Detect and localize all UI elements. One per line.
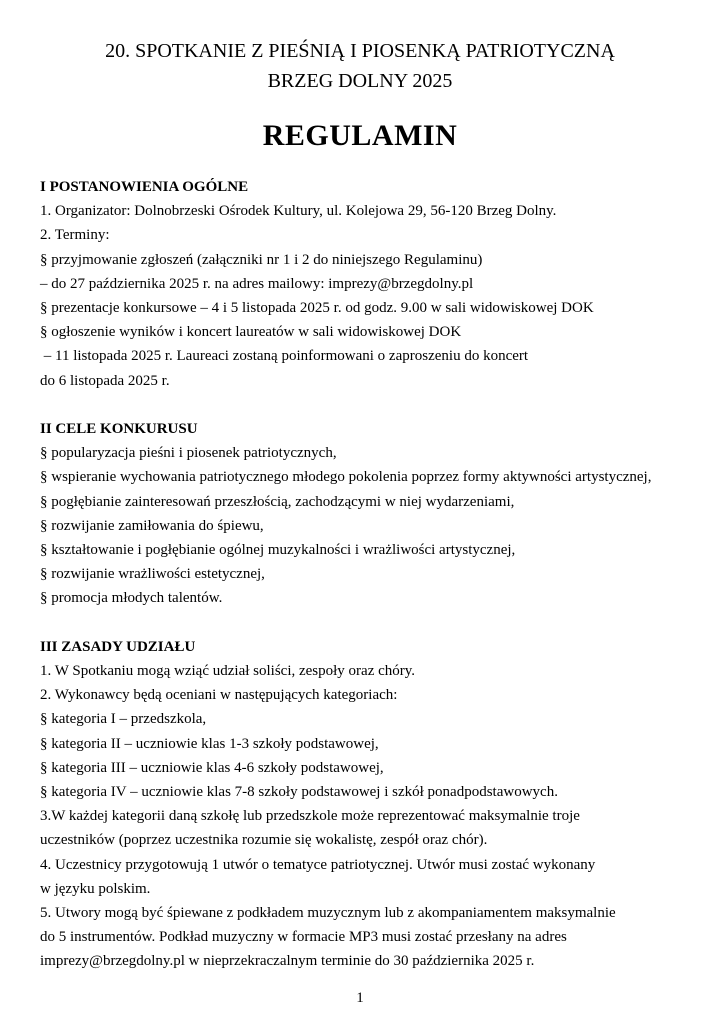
paragraph-line: § kategoria I – przedszkola,	[40, 711, 207, 728]
paragraph-line: § wspieranie wychowania patriotycznego młodego pokolenia poprzez formy aktywności artystycznej,	[40, 469, 652, 486]
paragraph-line: 2. Wykonawcy będą oceniani w następujących kategoriach:	[40, 687, 398, 704]
paragraph-line: 1. Organizator: Dolnobrzeski Ośrodek Kultury, ul. Kolejowa 29, 56-120 Brzeg Dolny.	[40, 203, 557, 220]
main-heading: REGULAMIN	[262, 119, 458, 152]
paragraph-line: 2. Terminy:	[40, 227, 110, 244]
paragraph-line: uczestników (poprzez uczestnika rozumie się wokalistę, zespół oraz chór).	[40, 832, 488, 849]
document-title-line1: 20. SPOTKANIE Z PIEŚNIĄ I PIOSENKĄ PATRIOTYCZNĄ	[105, 40, 615, 62]
paragraph-line: § przyjmowanie zgłoszeń (załączniki nr 1 i 2 do niniejszego Regulaminu)	[40, 251, 483, 268]
paragraph-line: § ogłoszenie wyników i koncert laureatów w sali widowiskowej DOK	[40, 324, 462, 341]
paragraph-line: do 6 listopada 2025 r.	[40, 372, 170, 389]
paragraph-line: § kształtowanie i pogłębianie ogólnej muzykalności i wrażliwości artystycznej,	[40, 542, 516, 559]
paragraph-line: § kategoria IV – uczniowie klas 7-8 szkoły podstawowej i szkół ponadpodstawowych.	[40, 784, 558, 801]
paragraph-line: w języku polskim.	[40, 880, 151, 897]
paragraph-line: imprezy@brzegdolny.pl w nieprzekraczalnym terminie do 30 października 2025 r.	[40, 953, 535, 970]
paragraph-line: do 5 instrumentów. Podkład muzyczny w formacie MP3 musi zostać przesłany na adres	[40, 929, 567, 946]
document-body	[40, 175, 690, 974]
document-title	[0, 0, 720, 96]
document-title-line2: BRZEG DOLNY 2025	[267, 70, 453, 92]
paragraph-line: § pogłębianie zainteresowań przeszłością, zachodzącymi w niej wydarzeniami,	[40, 493, 515, 510]
paragraph-line: § kategoria III – uczniowie klas 4-6 szkoły podstawowej,	[40, 759, 384, 776]
paragraph-line: § rozwijanie wrażliwości estetycznej,	[40, 566, 265, 583]
paragraph-line: § prezentacje konkursowe – 4 i 5 listopada 2025 r. od godz. 9.00 w sali widowiskowej DOK	[40, 300, 594, 317]
section-heading-postanowienia-ogolne: I POSTANOWIENIA OGÓLNE	[40, 179, 249, 195]
section-heading-zasady-udzialu: III ZASADY UDZIAŁU	[40, 638, 196, 655]
paragraph-line: – 11 listopada 2025 r. Laureaci zostaną poinformowani o zaproszeniu do koncert	[40, 348, 529, 365]
paragraph-line: § promocja młodych talentów.	[40, 590, 223, 607]
paragraph-line: 1. W Spotkaniu mogą wziąć udział soliści, zespoły oraz chóry.	[40, 663, 416, 680]
page-number: 1	[356, 990, 364, 1006]
paragraph-line: – do 27 października 2025 r. na adres mailowy: imprezy@brzegdolny.pl	[40, 275, 474, 292]
section-spacer	[40, 393, 690, 417]
paragraph-line: § kategoria II – uczniowie klas 1-3 szkoły podstawowej,	[40, 735, 379, 752]
paragraph-line: 3.W każdej kategorii daną szkołę lub przedszkole może reprezentować maksymalnie troje	[40, 808, 580, 825]
paragraph-line: 5. Utwory mogą być śpiewane z podkładem muzycznym lub z akompaniamentem maksymalnie	[40, 905, 616, 922]
paragraph-line: § popularyzacja pieśni i piosenek patriotycznych,	[40, 445, 337, 462]
paragraph-line: 4. Uczestnicy przygotowują 1 utwór o tematyce patriotycznej. Utwór musi zostać wykonany	[40, 856, 596, 873]
section-spacer	[40, 611, 690, 635]
paragraph-line: § rozwijanie zamiłowania do śpiewu,	[40, 517, 264, 534]
section-heading-cele-konkursu: II CELE KONKURUSU	[40, 421, 198, 438]
